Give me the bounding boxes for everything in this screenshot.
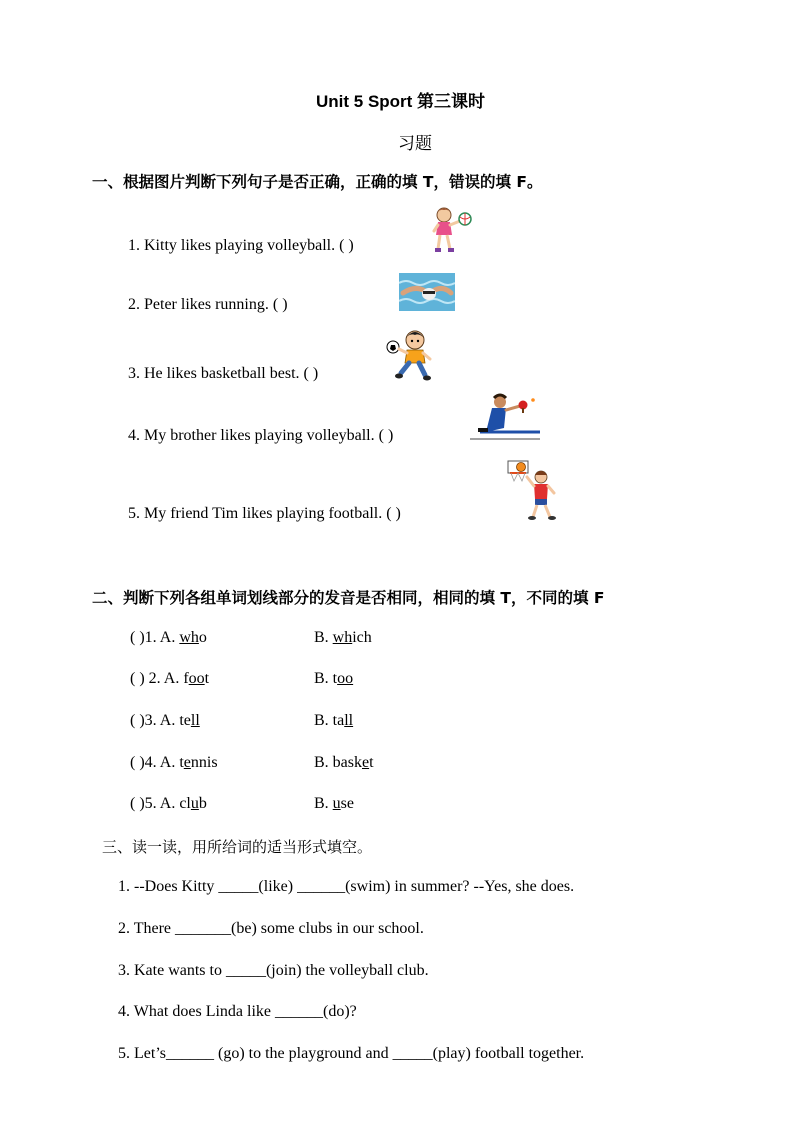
underlined-letters: ll (190, 712, 200, 729)
section3-heading: 三、读一读，用所给词的适当形式填空。 (102, 838, 373, 856)
page-title: Unit 5 Sport 第三课时 (316, 92, 486, 111)
s2-item-4: ( )4. A. tennis (130, 754, 218, 771)
s3-question-1: 1. --Does Kitty _____(like) ______(swim) in summer? --Yes, she does. (118, 878, 575, 895)
section1-heading: 一、根据图片判断下列句子是否正确，正确的填 T，错误的填 F。 (92, 173, 543, 191)
table-tennis-player-icon (470, 392, 540, 442)
basketball-player-icon (500, 457, 560, 521)
s1-question-3: 3. He likes basketball best. ( ) (128, 365, 319, 382)
s2-item-number: ( )4. A. (130, 754, 180, 771)
s1-question-5: 5. My friend Tim likes playing football. ( ) (128, 505, 401, 522)
s2-item-number: ( ) 2. A. (130, 670, 184, 687)
s2-item-5: ( )5. A. club (130, 795, 207, 812)
underlined-letters: wh (332, 629, 353, 646)
s2-item-number: ( )5. A. (130, 795, 180, 812)
girl-volleyball-icon (430, 205, 474, 255)
underlined-letters: oo (337, 670, 354, 687)
s3-question-3: 3. Kate wants to _____(join) the volleyball club. (118, 962, 429, 979)
s2-item-5-b: B. use (314, 795, 354, 812)
underlined-letters: oo (188, 670, 205, 687)
underlined-letters: u (332, 795, 341, 812)
swimmer-icon (399, 273, 455, 311)
s2-item-1: ( )1. A. who (130, 629, 207, 646)
underlined-letters: wh (179, 629, 199, 646)
s2-item-number: ( )3. A. (130, 712, 180, 729)
underlined-letters: e (183, 754, 191, 771)
s3-question-5: 5. Let’s______ (go) to the playground and _____(play) football together. (118, 1045, 585, 1062)
s1-question-2: 2. Peter likes running. ( ) (128, 296, 288, 313)
underlined-letters: ll (344, 712, 354, 729)
s3-question-4: 4. What does Linda like ______(do)? (118, 1003, 357, 1020)
s2-item-number: ( )1. A. (130, 629, 180, 646)
s1-question-4: 4. My brother likes playing volleyball. ( ) (128, 427, 394, 444)
s2-item-3-b: B. tall (314, 712, 354, 729)
s2-item-2-b: B. too (314, 670, 354, 687)
s2-item-4-b: B. basket (314, 754, 374, 771)
underlined-letters: u (190, 795, 199, 812)
s3-question-2: 2. There _______(be) some clubs in our school. (118, 920, 424, 937)
s2-item-1-b: B. which (314, 629, 372, 646)
s2-item-2: ( ) 2. A. foot (130, 670, 210, 687)
underlined-letters: e (362, 754, 370, 771)
section2-heading: 二、判断下列各组单词划线部分的发音是否相同，相同的填 T，不同的填 F (92, 589, 605, 607)
page-subtitle: 习题 (398, 134, 432, 154)
boy-football-icon (385, 329, 435, 381)
s2-item-3: ( )3. A. tell (130, 712, 200, 729)
s1-question-1: 1. Kitty likes playing volleyball. ( ) (128, 237, 354, 254)
